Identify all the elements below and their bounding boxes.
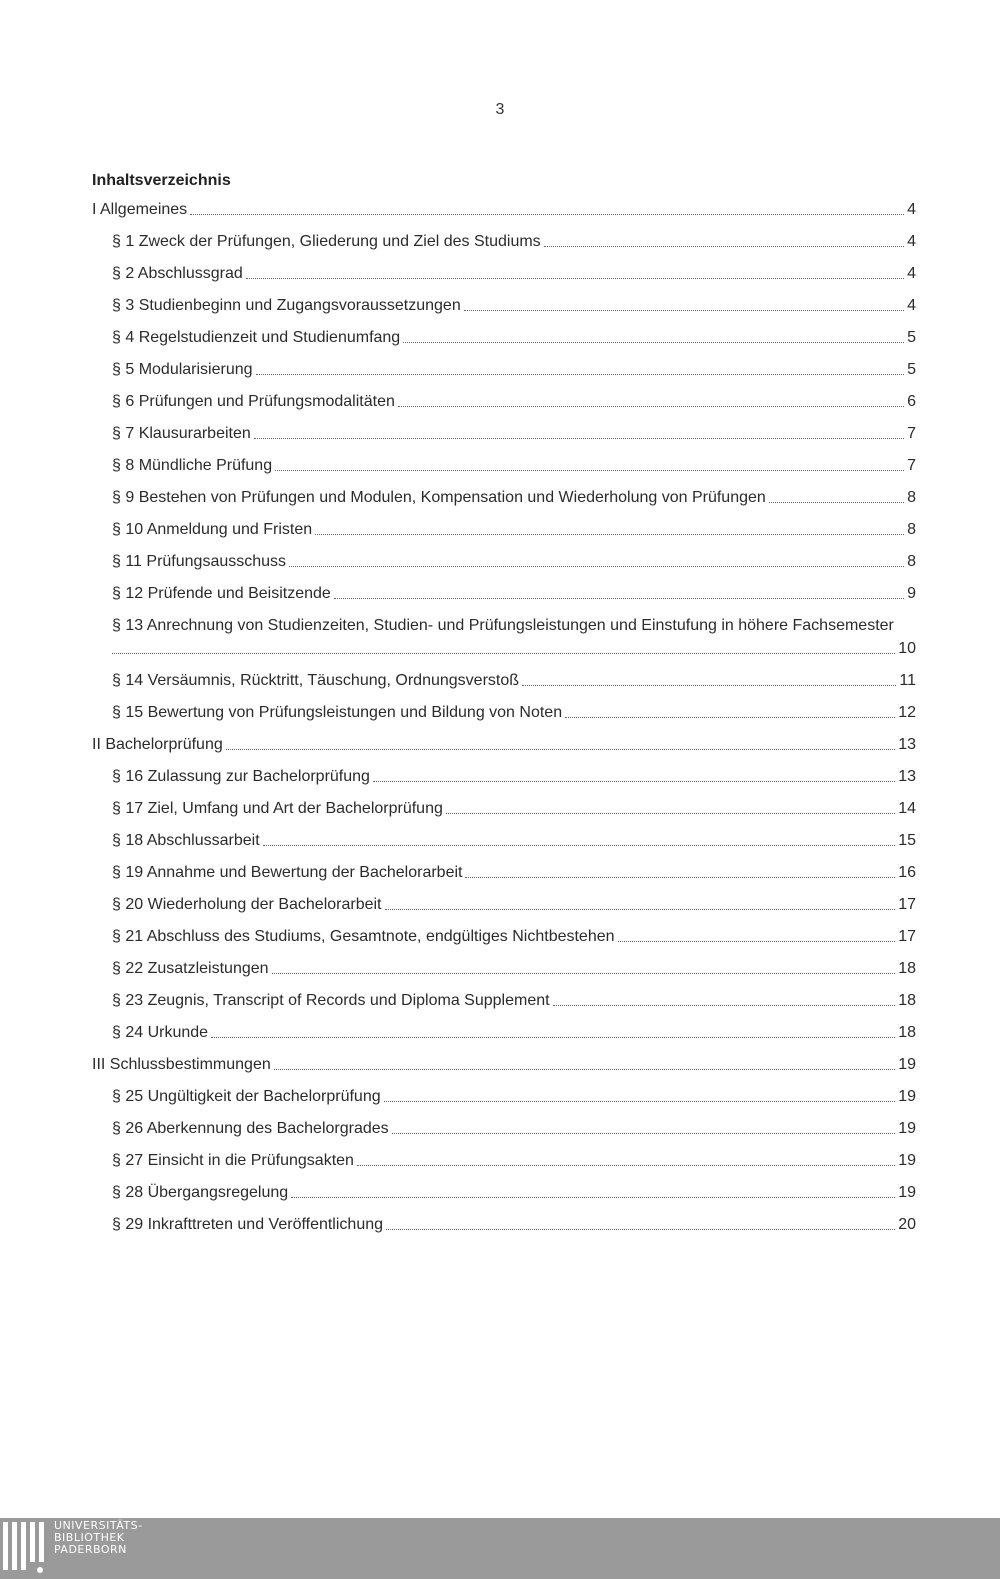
toc-leader-dots xyxy=(357,1165,895,1166)
toc-entry-title: § 18 Abschlussarbeit xyxy=(112,832,260,850)
toc-leader-dots xyxy=(256,374,905,375)
toc-entry-title: § 17 Ziel, Umfang und Art der Bachelorprüfung xyxy=(112,800,443,818)
toc-entry xyxy=(112,452,916,476)
toc-entry-page: 12 xyxy=(898,704,916,722)
toc-leader-dots xyxy=(618,941,896,942)
toc-entry-page: 4 xyxy=(907,265,916,282)
toc-entry-title: § 19 Annahme und Bewertung der Bachelorarbeit xyxy=(112,864,463,882)
toc-entry-page: 8 xyxy=(907,521,916,538)
toc-entry xyxy=(112,891,916,915)
toc-entry-title: § 6 Prüfungen und Prüfungsmodalitäten xyxy=(112,393,395,410)
toc-entry-title: § 11 Prüfungsausschuss xyxy=(112,553,287,570)
toc-entry-page: 14 xyxy=(898,800,916,818)
toc-entry xyxy=(112,923,916,947)
toc-leader-dots xyxy=(565,717,895,718)
toc-leader-dots xyxy=(522,685,896,686)
toc-entry xyxy=(112,324,916,348)
toc-leader-dots xyxy=(289,566,904,567)
toc-entry-title: I Allgemeines xyxy=(92,201,188,218)
toc-entry-page: 13 xyxy=(898,736,916,754)
toc-entry-title: § 27 Einsicht in die Prüfungsakten xyxy=(112,1152,354,1170)
toc-entry xyxy=(112,356,916,380)
toc-entry-page: 18 xyxy=(898,992,916,1010)
toc-leader-dots xyxy=(386,1229,895,1230)
toc-entry xyxy=(112,228,916,252)
toc-entry xyxy=(112,292,916,316)
toc-leader-dots xyxy=(272,973,896,974)
toc-entry-page: 6 xyxy=(907,393,916,410)
toc-entry-title: § 29 Inkrafttreten und Veröffentlichung xyxy=(112,1216,384,1234)
toc-entry-page: 4 xyxy=(907,201,916,218)
toc-entry xyxy=(112,763,916,787)
toc-entry-page: 19 xyxy=(898,1088,916,1106)
toc-entry-title: § 13 Anrechnung von Studienzeiten, Studien- und Prüfungsleistungen und Einstufung in höhere Fachsemester xyxy=(112,617,894,634)
toc-entry-title: § 9 Bestehen von Prüfungen und Modulen, Kompensation und Wiederholung von Prüfungen xyxy=(112,489,766,506)
toc-entry-title: § 7 Klausurarbeiten xyxy=(112,425,251,442)
toc-leader-dots xyxy=(544,246,904,247)
toc-entry-page: 10 xyxy=(898,640,916,657)
library-name xyxy=(54,1520,143,1556)
toc-entry xyxy=(112,580,916,604)
toc-entry-title: § 4 Regelstudienzeit und Studienumfang xyxy=(112,329,401,346)
toc-title: Inhaltsverzeichnis xyxy=(92,172,231,189)
toc-entry xyxy=(112,1115,916,1139)
toc-leader-dots xyxy=(211,1037,895,1038)
library-name-line-2: BIBLIOTHEK xyxy=(54,1531,125,1544)
toc-leader-dots xyxy=(112,653,895,654)
toc-leader-dots xyxy=(553,1005,896,1006)
toc-entry-title: § 14 Versäumnis, Rücktritt, Täuschung, Ordnungsverstoß xyxy=(112,672,520,690)
toc-entry xyxy=(112,667,916,691)
toc-entry-title: § 15 Bewertung von Prüfungsleistungen und Bildung von Noten xyxy=(112,704,563,722)
toc-entry-title: § 24 Urkunde xyxy=(112,1024,209,1042)
toc-leader-dots xyxy=(769,502,904,503)
toc-entry xyxy=(112,1179,916,1203)
toc-entry xyxy=(112,260,916,284)
toc-entry xyxy=(112,548,916,572)
toc-entry-title: § 22 Zusatzleistungen xyxy=(112,960,269,978)
toc-entry-title: § 10 Anmeldung und Fristen xyxy=(112,521,313,538)
toc-entry xyxy=(92,196,916,220)
toc-entry-title: § 23 Zeugnis, Transcript of Records und Diploma Supplement xyxy=(112,992,550,1010)
toc-leader-dots xyxy=(385,909,896,910)
toc-leader-dots xyxy=(315,534,904,535)
library-footer-bar xyxy=(0,1518,1000,1579)
page-number: 3 xyxy=(495,101,505,118)
toc-entry xyxy=(112,484,916,508)
toc-entry-page: 5 xyxy=(907,329,916,346)
toc-entry-page: 13 xyxy=(898,768,916,786)
toc-entry xyxy=(112,955,916,979)
toc-entry-page: 5 xyxy=(907,361,916,378)
toc-entry-page: 15 xyxy=(898,832,916,850)
toc-entry-page: 11 xyxy=(899,672,916,690)
toc-entry-page: 19 xyxy=(898,1152,916,1170)
toc-entry-title: § 26 Aberkennung des Bachelorgrades xyxy=(112,1120,389,1138)
toc-entry-page: 17 xyxy=(898,928,916,946)
toc-entry-title: § 16 Zulassung zur Bachelorprüfung xyxy=(112,768,370,786)
toc-leader-dots xyxy=(465,877,895,878)
toc-entry xyxy=(112,827,916,851)
toc-entry xyxy=(92,731,916,755)
toc-leader-dots xyxy=(254,438,904,439)
toc-entry xyxy=(112,612,916,636)
toc-entry xyxy=(92,1051,916,1075)
toc-entry-title: § 3 Studienbeginn und Zugangsvoraussetzungen xyxy=(112,297,461,314)
toc-entry-title: § 12 Prüfende und Beisitzende xyxy=(112,585,331,602)
toc-entry-page: 20 xyxy=(898,1216,916,1234)
toc-entry xyxy=(112,1211,916,1235)
toc-leader-dots xyxy=(392,1133,896,1134)
toc-entry-page: 19 xyxy=(898,1184,916,1202)
toc-entry-page: 8 xyxy=(907,489,916,506)
toc-entry-title: § 1 Zweck der Prüfungen, Gliederung und Ziel des Studiums xyxy=(112,233,541,250)
toc-entry xyxy=(112,388,916,412)
toc-entry-page: 7 xyxy=(907,457,916,474)
toc-leader-dots xyxy=(464,310,904,311)
toc-entry-title: § 28 Übergangsregelung xyxy=(112,1184,289,1202)
toc-entry-title: § 25 Ungültigkeit der Bachelorprüfung xyxy=(112,1088,381,1106)
toc-entry-page: 8 xyxy=(907,553,916,570)
toc-entry-page: 4 xyxy=(907,297,916,314)
toc-entry xyxy=(112,699,916,723)
toc-leader-dots xyxy=(190,214,904,215)
toc-entry-page: 9 xyxy=(907,585,916,602)
toc-leader-dots xyxy=(403,342,904,343)
ub-paderborn-logo-icon xyxy=(3,1522,44,1574)
toc-leader-dots xyxy=(274,1069,895,1070)
toc-entry-page: 19 xyxy=(898,1056,916,1074)
toc-entry-title: § 2 Abschlussgrad xyxy=(112,265,243,282)
toc-leader-dots xyxy=(275,470,904,471)
toc-entry xyxy=(112,1147,916,1171)
toc-entry xyxy=(112,1083,916,1107)
toc-leader-dots xyxy=(334,598,904,599)
library-name-line-1: UNIVERSITÄTS- xyxy=(54,1519,143,1532)
toc-entry xyxy=(112,1019,916,1043)
toc-entry xyxy=(112,516,916,540)
toc-leader-dots xyxy=(226,749,895,750)
toc-leader-dots xyxy=(291,1197,895,1198)
toc-leader-dots xyxy=(373,781,895,782)
toc-entry-title: § 20 Wiederholung der Bachelorarbeit xyxy=(112,896,382,914)
toc-entry xyxy=(112,859,916,883)
toc-entry-title: § 21 Abschluss des Studiums, Gesamtnote, endgültiges Nichtbestehen xyxy=(112,928,615,946)
toc-leader-dots xyxy=(384,1101,896,1102)
toc-leader-dots xyxy=(246,278,904,279)
toc-leader-dots xyxy=(446,813,895,814)
toc-leader-dots xyxy=(263,845,896,846)
toc-leader-dots xyxy=(398,406,904,407)
toc-entry-page: 18 xyxy=(898,960,916,978)
toc-entry-title: II Bachelorprüfung xyxy=(92,736,223,754)
toc-entry xyxy=(112,635,916,659)
library-name-line-3: PADERBORN xyxy=(54,1543,127,1556)
logo-dot xyxy=(37,1567,43,1573)
toc-entry-page: 17 xyxy=(898,896,916,914)
toc-entry-page: 16 xyxy=(898,864,916,882)
toc-entry xyxy=(112,987,916,1011)
toc-entry xyxy=(112,795,916,819)
toc-entry-page: 18 xyxy=(898,1024,916,1042)
toc-entry xyxy=(112,420,916,444)
toc-entry-page: 4 xyxy=(907,233,916,250)
toc-entry-title: III Schlussbestimmungen xyxy=(92,1056,271,1074)
toc-entry-page: 19 xyxy=(898,1120,916,1138)
toc-entry-page: 7 xyxy=(907,425,916,442)
toc-entry-title: § 8 Mündliche Prüfung xyxy=(112,457,273,474)
toc-entry-title: § 5 Modularisierung xyxy=(112,361,253,378)
